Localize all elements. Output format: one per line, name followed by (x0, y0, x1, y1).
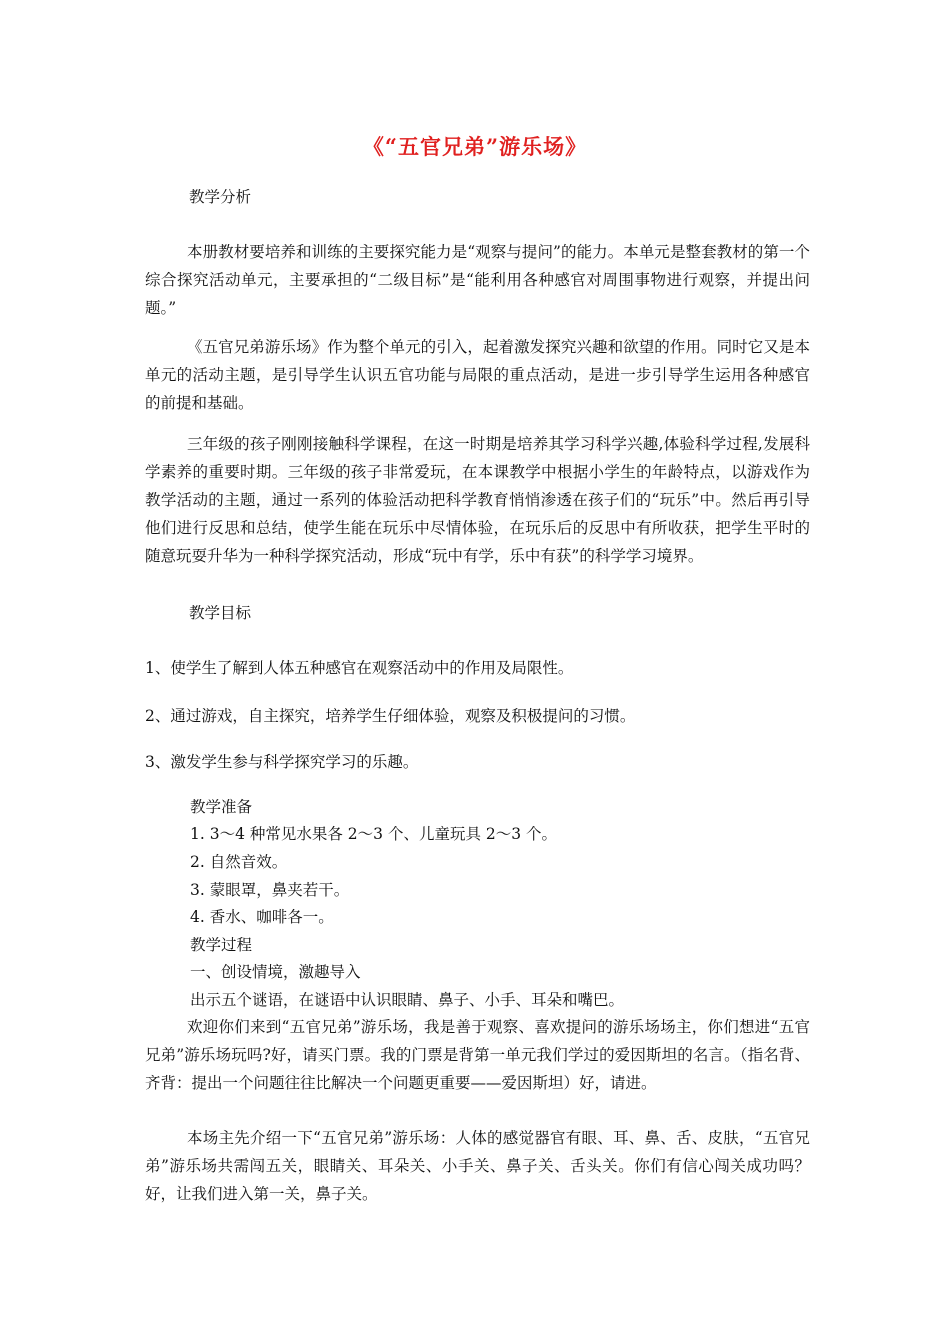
analysis-paragraph-1: 本册教材要培养和训练的主要探究能力是“观察与提问”的能力。本单元是整套教材的第一个综合探究活动单元，主要承担的“二级目标”是“能利用各种感官对周围事物进行观察，并提出问题。” (145, 243, 810, 317)
prep-item-1: 1. 3～4 种常见水果各 2～3 个、儿童玩具 2～3 个。 (190, 825, 558, 843)
section-heading-process: 教学过程 (190, 936, 253, 954)
section-heading-goals: 教学目标 (189, 604, 252, 622)
document-title: 《“五官兄弟”游乐场》 (362, 134, 588, 159)
process-paragraph-1: 欢迎你们来到“五官兄弟”游乐场，我是善于观察、喜欢提问的游乐场场主，你们想进“五官兄弟”游乐场玩吗?好，请买门票。我的门票是背第一单元我们学过的爱因斯坦的名言。（指名背、齐背：提出一个问题往往比解决一个问题更重要——爱因斯坦）好，请进。 (145, 1018, 810, 1092)
prep-item-4: 4. 香水、咖啡各一。 (190, 908, 334, 926)
goal-item-1: 1、使学生了解到人体五种感官在观察活动中的作用及局限性。 (145, 659, 574, 677)
process-paragraph-2: 本场主先介绍一下“五官兄弟”游乐场：人体的感觉器官有眼、耳、鼻、舌、皮肤，“五官兄弟”游乐场共需闯五关，眼睛关、耳朵关、小手关、鼻子关、舌头关。你们有信心闯关成功吗？好，让我们进入第一关，鼻子关。 (145, 1129, 810, 1203)
prep-item-2: 2. 自然音效。 (190, 853, 288, 871)
analysis-paragraph-3: 三年级的孩子刚刚接触科学课程，在这一时期是培养其学习科学兴趣,体验科学过程,发展科学素养的重要时期。三年级的孩子非常爱玩，在本课教学中根据小学生的年龄特点，以游戏作为教学活动的主题，通过一系列的体验活动把科学教育悄悄渗透在孩子们的“玩乐”中。然后再引导他们进行反思和总结，使学生能在玩乐中尽情体验，在玩乐后的反思中有所收获，把学生平时的随意玩耍升华为一种科学探究活动，形成“玩中有学，乐中有获”的科学学习境界。 (145, 435, 810, 565)
section-heading-analysis: 教学分析 (189, 188, 252, 206)
prep-item-3: 3. 蒙眼罩，鼻夹若干。 (190, 881, 350, 899)
goal-item-2: 2、通过游戏，自主探究，培养学生仔细体验，观察及积极提问的习惯。 (145, 707, 636, 725)
process-line-riddles: 出示五个谜语，在谜语中认识眼睛、鼻子、小手、耳朵和嘴巴。 (190, 991, 625, 1009)
section-heading-preparation: 教学准备 (190, 798, 253, 816)
process-step-1: 一、创设情境，激趣导入 (190, 963, 361, 981)
goal-item-3: 3、激发学生参与科学探究学习的乐趣。 (145, 753, 419, 771)
analysis-paragraph-2: 《五官兄弟游乐场》作为整个单元的引入，起着激发探究兴趣和欲望的作用。同时它又是本单元的活动主题，是引导学生认识五官功能与局限的重点活动，是进一步引导学生运用各种感官的前提和基础。 (145, 338, 810, 412)
